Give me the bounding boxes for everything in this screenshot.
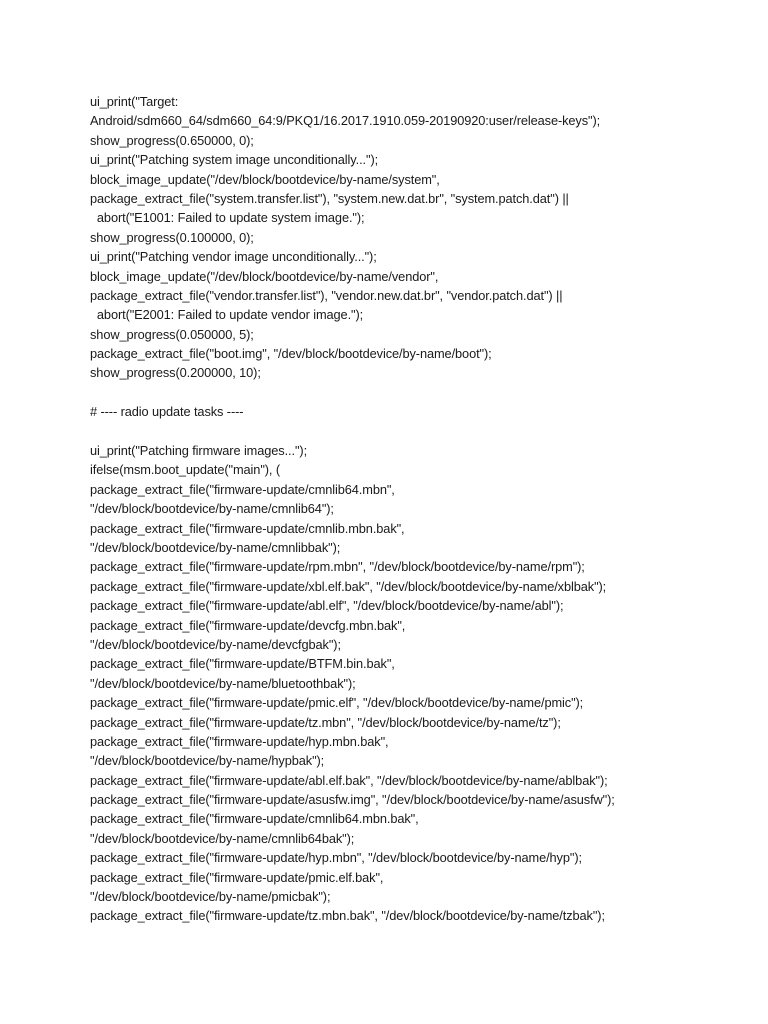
script-line: package_extract_file("system.transfer.list"), "system.new.dat.br", "system.patch.dat") || [90,190,569,206]
blank-line [90,422,760,441]
script-line: package_extract_file("boot.img", "/dev/block/bootdevice/by-name/boot"); [90,346,492,362]
script-line: "/dev/block/bootdevice/by-name/pmicbak"); [90,889,331,905]
script-line: Android/sdm660_64/sdm660_64:9/PKQ1/16.2017.1910.059-20190920:user/release-keys"); [90,113,601,129]
blank-line [90,383,760,402]
script-line: show_progress(0.650000, 0); [90,132,254,148]
script-line: package_extract_file("firmware-update/pmic.elf.bak", [90,869,384,885]
script-line: package_extract_file("firmware-update/rpm.mbn", "/dev/block/bootdevice/by-name/rpm"); [90,559,585,575]
script-line: package_extract_file("firmware-update/devcfg.mbn.bak", [90,617,406,633]
updater-script-text [90,92,760,926]
script-line: ui_print("Patching system image unconditionally..."); [90,152,379,168]
script-line: "/dev/block/bootdevice/by-name/cmnlibbak"); [90,539,341,555]
script-line: package_extract_file("firmware-update/cmnlib64.mbn", [90,481,395,497]
script-line: package_extract_file("firmware-update/pmic.elf", "/dev/block/bootdevice/by-name/pmic"); [90,695,584,711]
script-line: package_extract_file("vendor.transfer.list"), "vendor.new.dat.br", "vendor.patch.dat") || [90,287,563,303]
script-line: ui_print("Patching firmware images..."); [90,443,308,459]
script-line: "/dev/block/bootdevice/by-name/devcfgbak"); [90,636,341,652]
script-line: package_extract_file("firmware-update/hyp.mbn", "/dev/block/bootdevice/by-name/hyp"); [90,850,582,866]
script-line: abort("E2001: Failed to update vendor image."); [90,307,364,323]
script-line: ui_print("Patching vendor image unconditionally..."); [90,249,377,265]
script-line: show_progress(0.050000, 5); [90,326,254,342]
script-line: package_extract_file("firmware-update/cmnlib64.mbn.bak", [90,811,419,827]
script-line: package_extract_file("firmware-update/asusfw.img", "/dev/block/bootdevice/by-name/asusfw"); [90,792,615,808]
script-line: show_progress(0.200000, 10); [90,365,261,381]
script-line: abort("E1001: Failed to update system image."); [90,210,365,226]
script-line: "/dev/block/bootdevice/by-name/bluetoothbak"); [90,675,356,691]
script-line: ifelse(msm.boot_update("main"), ( [90,462,280,478]
script-line: "/dev/block/bootdevice/by-name/cmnlib64"); [90,501,334,517]
script-line: ui_print("Target: [90,94,179,109]
script-line: package_extract_file("firmware-update/abl.elf", "/dev/block/bootdevice/by-name/abl"); [90,598,564,614]
script-line: block_image_update("/dev/block/bootdevice/by-name/system", [90,171,440,187]
script-line: show_progress(0.100000, 0); [90,229,254,245]
script-line: package_extract_file("firmware-update/hyp.mbn.bak", [90,733,389,749]
script-line: package_extract_file("firmware-update/tz.mbn.bak", "/dev/block/bootdevice/by-name/tzbak"); [90,908,605,924]
script-line: "/dev/block/bootdevice/by-name/hypbak"); [90,753,325,769]
script-line: package_extract_file("firmware-update/abl.elf.bak", "/dev/block/bootdevice/by-name/ablbak"); [90,772,608,788]
script-line: package_extract_file("firmware-update/tz.mbn", "/dev/block/bootdevice/by-name/tz"); [90,714,561,730]
script-line: package_extract_file("firmware-update/BTFM.bin.bak", [90,656,395,672]
script-line: "/dev/block/bootdevice/by-name/cmnlib64bak"); [90,830,355,846]
script-line: # ---- radio update tasks ---- [90,404,244,420]
script-line: block_image_update("/dev/block/bootdevice/by-name/vendor", [90,268,439,284]
script-line: package_extract_file("firmware-update/xbl.elf.bak", "/dev/block/bootdevice/by-name/xblbak"); [90,578,607,594]
script-line: package_extract_file("firmware-update/cmnlib.mbn.bak", [90,520,405,536]
